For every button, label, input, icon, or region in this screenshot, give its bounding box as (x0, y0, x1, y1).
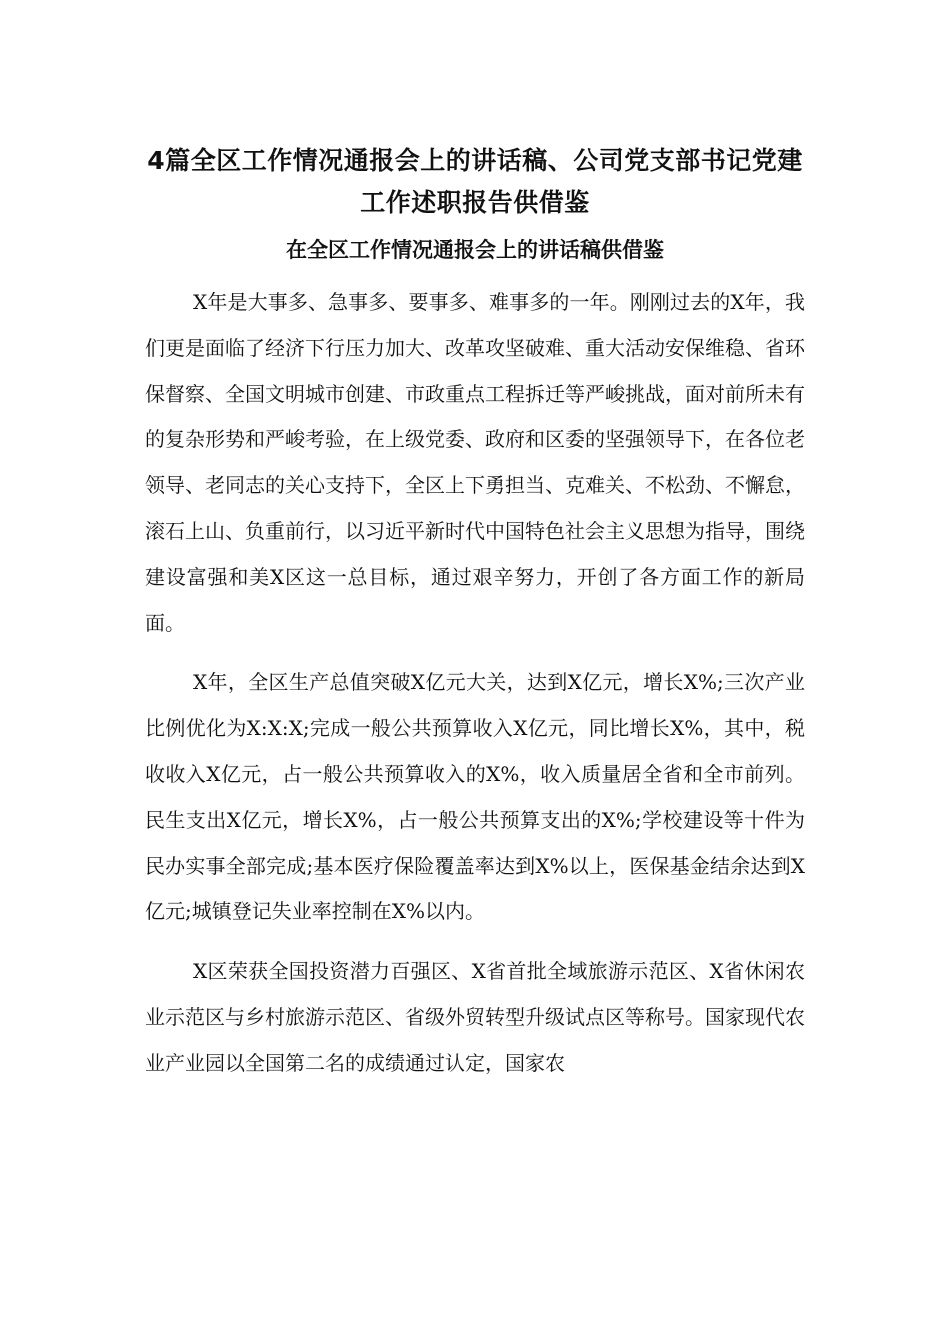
document-title: 4篇全区工作情况通报会上的讲话稿、公司党支部书记党建工作述职报告供借鉴 (147, 146, 803, 217)
document-subtitle: 在全区工作情况通报会上的讲话稿供借鉴 (286, 238, 664, 262)
paragraph-2: X年，全区生产总值突破X亿元大关，达到X亿元，增长X%;三次产业比例优化为X:X:X;完成一般公共预算收入X亿元，同比增长X%，其中，税收收入X亿元，占一般公共预算收入的X%，收入质量居全省和全市前列。民生支出X亿元，增长X%，占一般公共预算支出的X%;学校建设等十件为民办实事全部完成;基本医疗保险覆盖率达到X%以上，医保基金结余达到X亿元;城镇登记失业率控制在X%以内。 (145, 670, 805, 924)
paragraph-3: X区荣获全国投资潜力百强区、X省首批全域旅游示范区、X省休闲农业示范区与乡村旅游示范区、省级外贸转型升级试点区等称号。国家现代农业产业园以全国第二名的成绩通过认定，国家农 (145, 959, 805, 1075)
document-page (145, 140, 805, 1101)
paragraph-1: X年是大事多、急事多、要事多、难事多的一年。刚刚过去的X年，我们更是面临了经济下行压力加大、改革攻坚破难、重大活动安保维稳、省环保督察、全国文明城市创建、市政重点工程拆迁等严峻挑战，面对前所未有的复杂形势和严峻考验，在上级党委、政府和区委的坚强领导下，在各位老领导、老同志的关心支持下，全区上下勇担当、克难关、不松劲、不懈怠，滚石上山、负重前行，以习近平新时代中国特色社会主义思想为指导，围绕建设富强和美X区这一总目标，通过艰辛努力，开创了各方面工作的新局面。 (145, 290, 805, 635)
